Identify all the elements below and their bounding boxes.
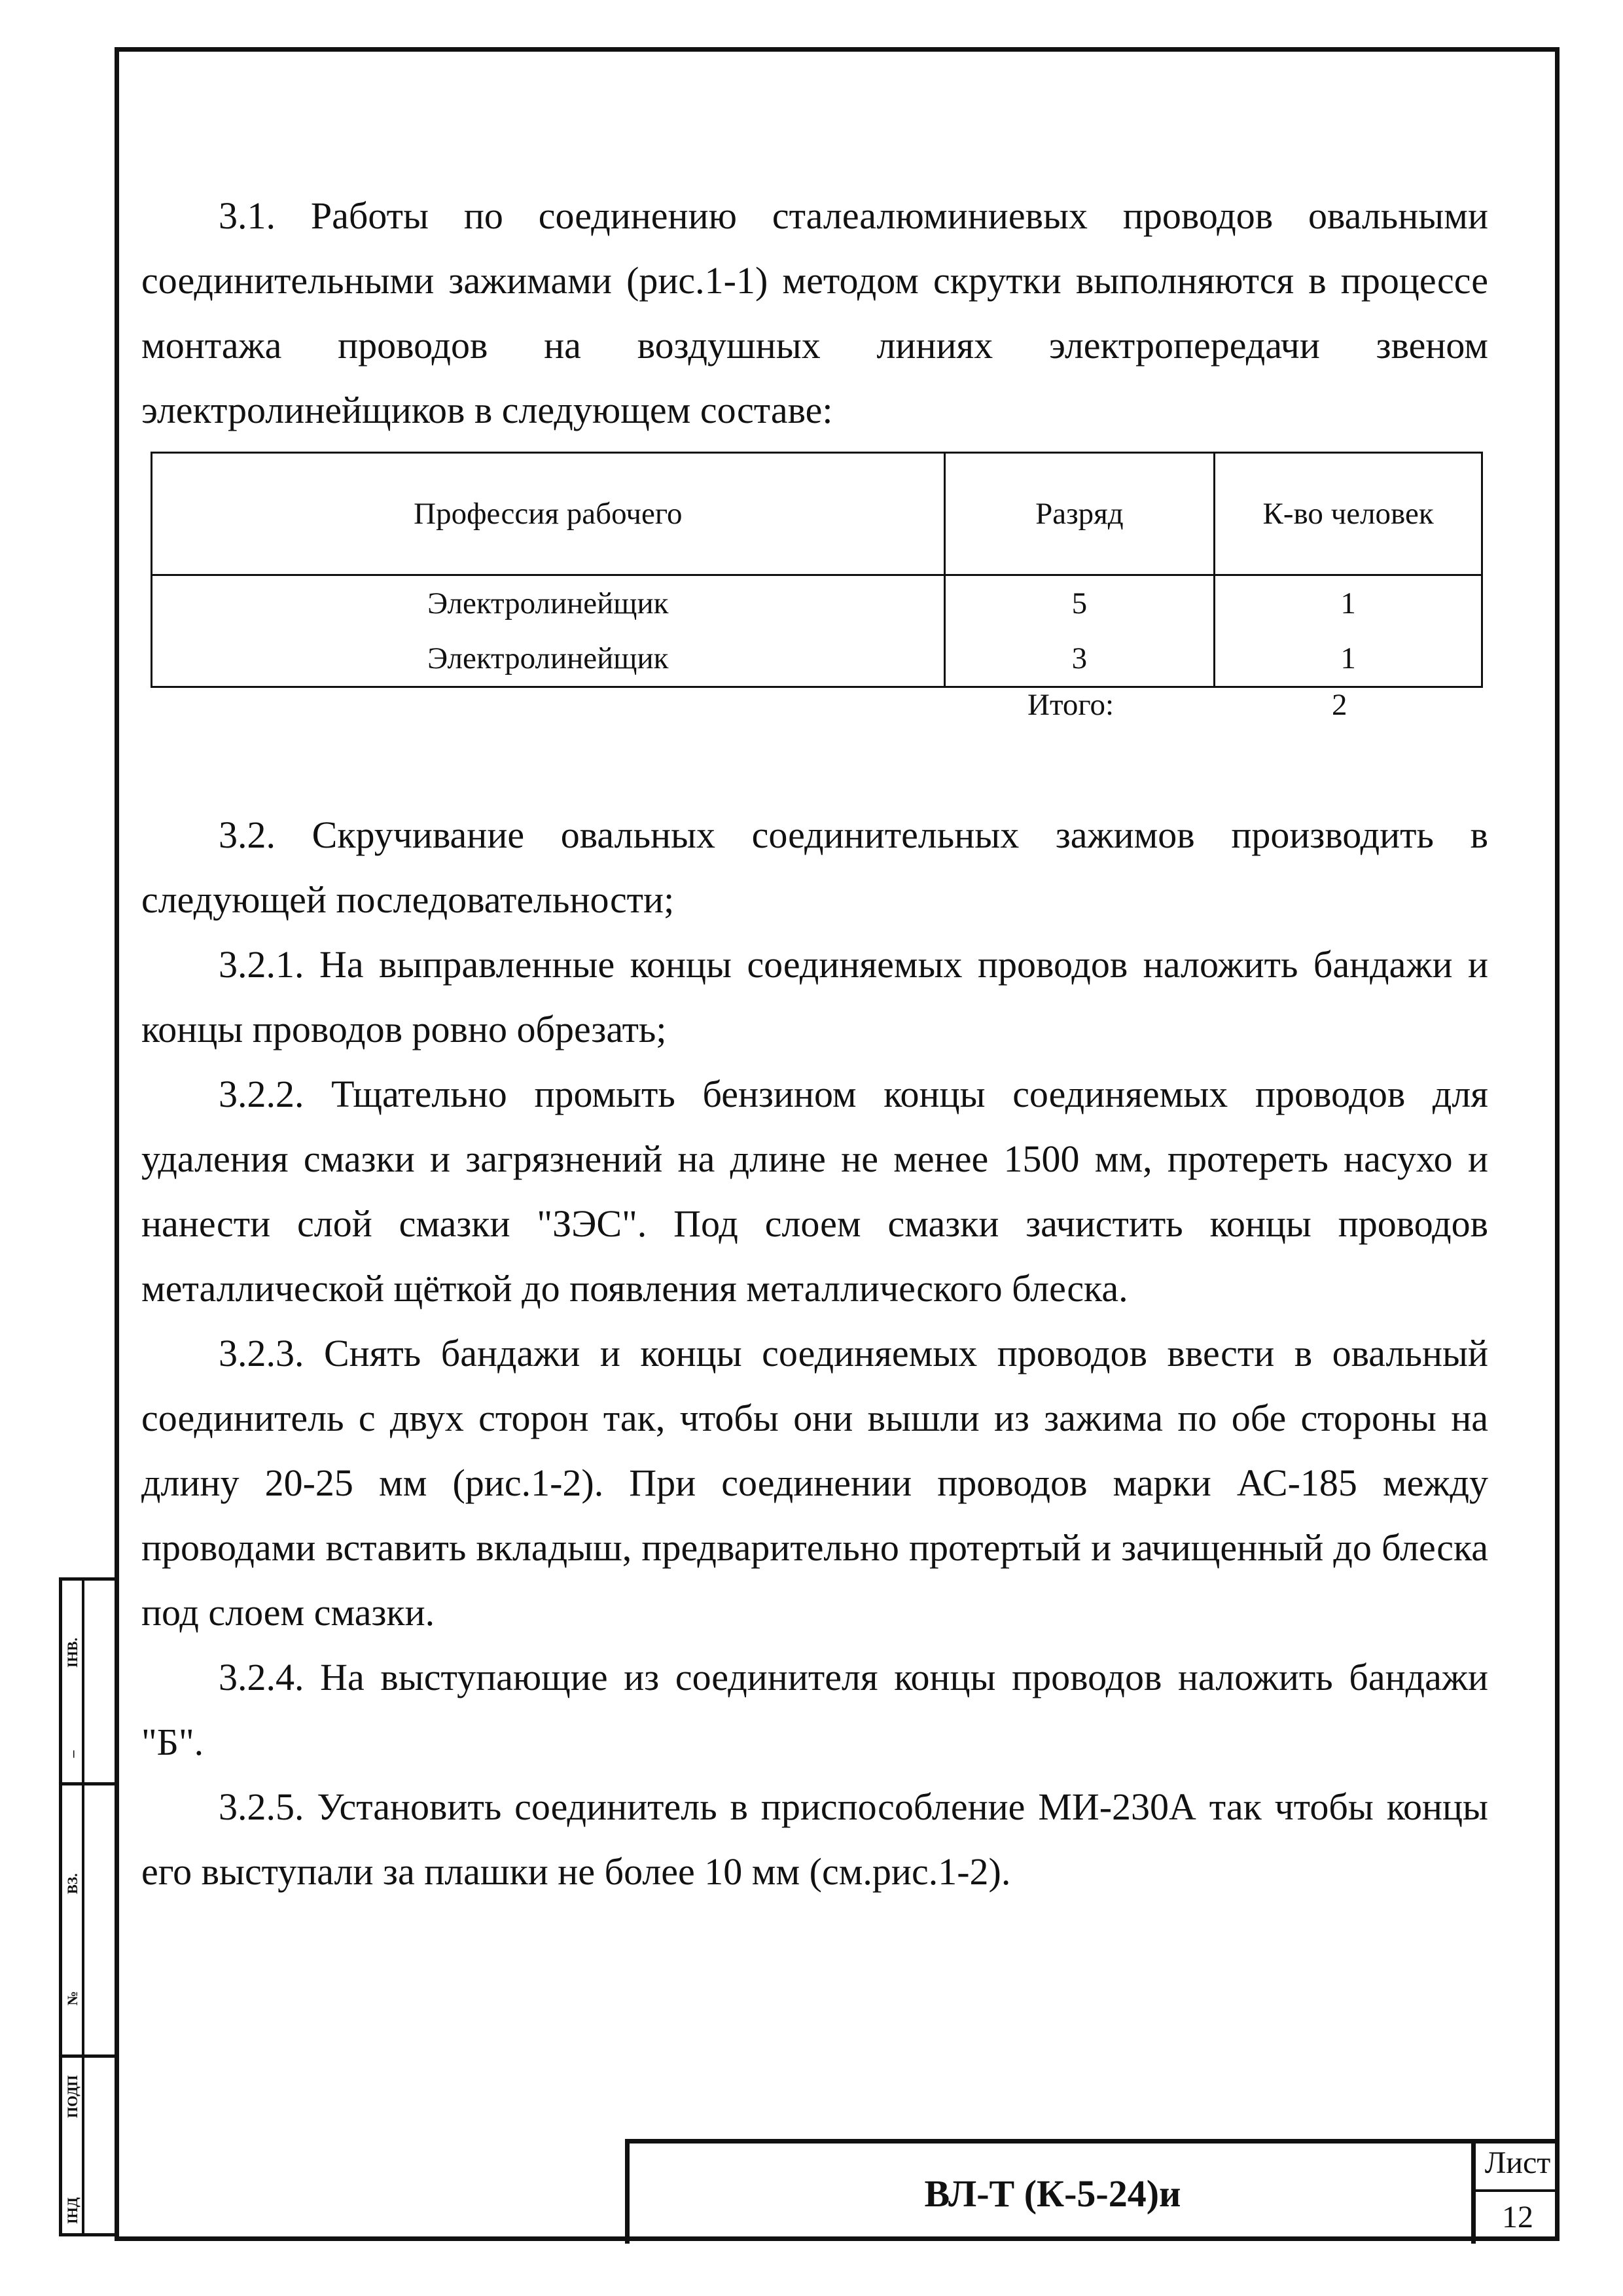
document-code: ВЛ-Т (К-5-24)и bbox=[924, 2172, 1181, 2215]
paragraph-3-2-3: 3.2.3. Снять бандажи и концы соединяемых проводов ввести в овальный соединитель с двух сторон так, чтобы они вышли из зажима по обе стороны на длину 20-25 мм (рис.1-2). При соединении проводов марки АС-185 между проводами вставить вкладыш, предварительно протертый и зачищенный до блеска под слоем смазки. bbox=[141, 1332, 1488, 1634]
header-profession: Профессия рабочего bbox=[152, 453, 945, 575]
side-stamp-divider-1 bbox=[62, 1782, 115, 1785]
paragraph-3-2: 3.2. Скручивание овальных соединительных зажимов производить в следующей последовательности; bbox=[141, 814, 1488, 921]
side-label-dash: – bbox=[64, 1750, 80, 1758]
body-text-top bbox=[141, 183, 1488, 442]
paragraph-3-2-1: 3.2.1. На выправленные концы соединяемых проводов наложить бандажи и концы проводов ровно обрезать; bbox=[141, 943, 1488, 1050]
header-count: К-во человек bbox=[1215, 453, 1482, 575]
total-label: Итого: bbox=[1027, 688, 1115, 722]
paragraph-3-2-5: 3.2.5. Установить соединитель в приспособление МИ-230А так чтобы концы его выступали за плашки не более 10 мм (см.рис.1-2). bbox=[141, 1785, 1488, 1893]
side-label-ind: ІНД bbox=[64, 2197, 80, 2224]
cell-profession: Электролинейщик bbox=[152, 575, 945, 632]
cell-profession: Электролинейщик bbox=[152, 631, 945, 687]
side-stamp-column bbox=[59, 1577, 115, 2236]
sheet-number: 12 bbox=[1476, 2189, 1560, 2244]
side-stamp-divider-2 bbox=[62, 2054, 115, 2058]
table-header-row bbox=[152, 453, 1482, 575]
table-row bbox=[152, 631, 1482, 687]
side-label-vz: ВЗ. bbox=[64, 1873, 80, 1894]
crew-composition-table bbox=[151, 452, 1483, 688]
table-row bbox=[152, 575, 1482, 632]
cell-count: 1 bbox=[1215, 631, 1482, 687]
side-label-no: № bbox=[64, 1990, 80, 2006]
stamp-sheet-box bbox=[1471, 2139, 1560, 2244]
side-stamp-inner-line bbox=[82, 1581, 84, 2233]
side-label-podp: ПОДП bbox=[64, 2075, 80, 2118]
header-rank: Разряд bbox=[944, 453, 1215, 575]
stamp-designation bbox=[625, 2139, 1476, 2244]
paragraph-3-1: 3.1. Работы по соединению сталеалюминиевых проводов овальными соединительными зажимами (рис.1-1) методом скрутки выполняются в процессе монтажа проводов на воздушных линиях электропередачи звеном электролинейщиков в следующем составе: bbox=[141, 194, 1488, 431]
sheet-label: Лист bbox=[1484, 2145, 1551, 2180]
paragraph-3-2-2: 3.2.2. Тщательно промыть бензином концы соединяемых проводов для удаления смазки и загрязнений на длине не менее 1500 мм, протереть насухо и нанести слой смазки "ЗЭС". Под слоем смазки зачистить концы проводов металлической щёткой до появления металлического блеска. bbox=[141, 1073, 1488, 1310]
cell-count: 1 bbox=[1215, 575, 1482, 632]
total-value: 2 bbox=[1332, 688, 1347, 722]
cell-rank: 5 bbox=[944, 575, 1215, 632]
paragraph-3-2-4: 3.2.4. На выступающие из соединителя концы проводов наложить бандажи "Б". bbox=[141, 1656, 1488, 1763]
side-label-inv: ІНВ. bbox=[64, 1638, 80, 1668]
cell-rank: 3 bbox=[944, 631, 1215, 687]
body-text-bottom bbox=[141, 802, 1488, 1904]
